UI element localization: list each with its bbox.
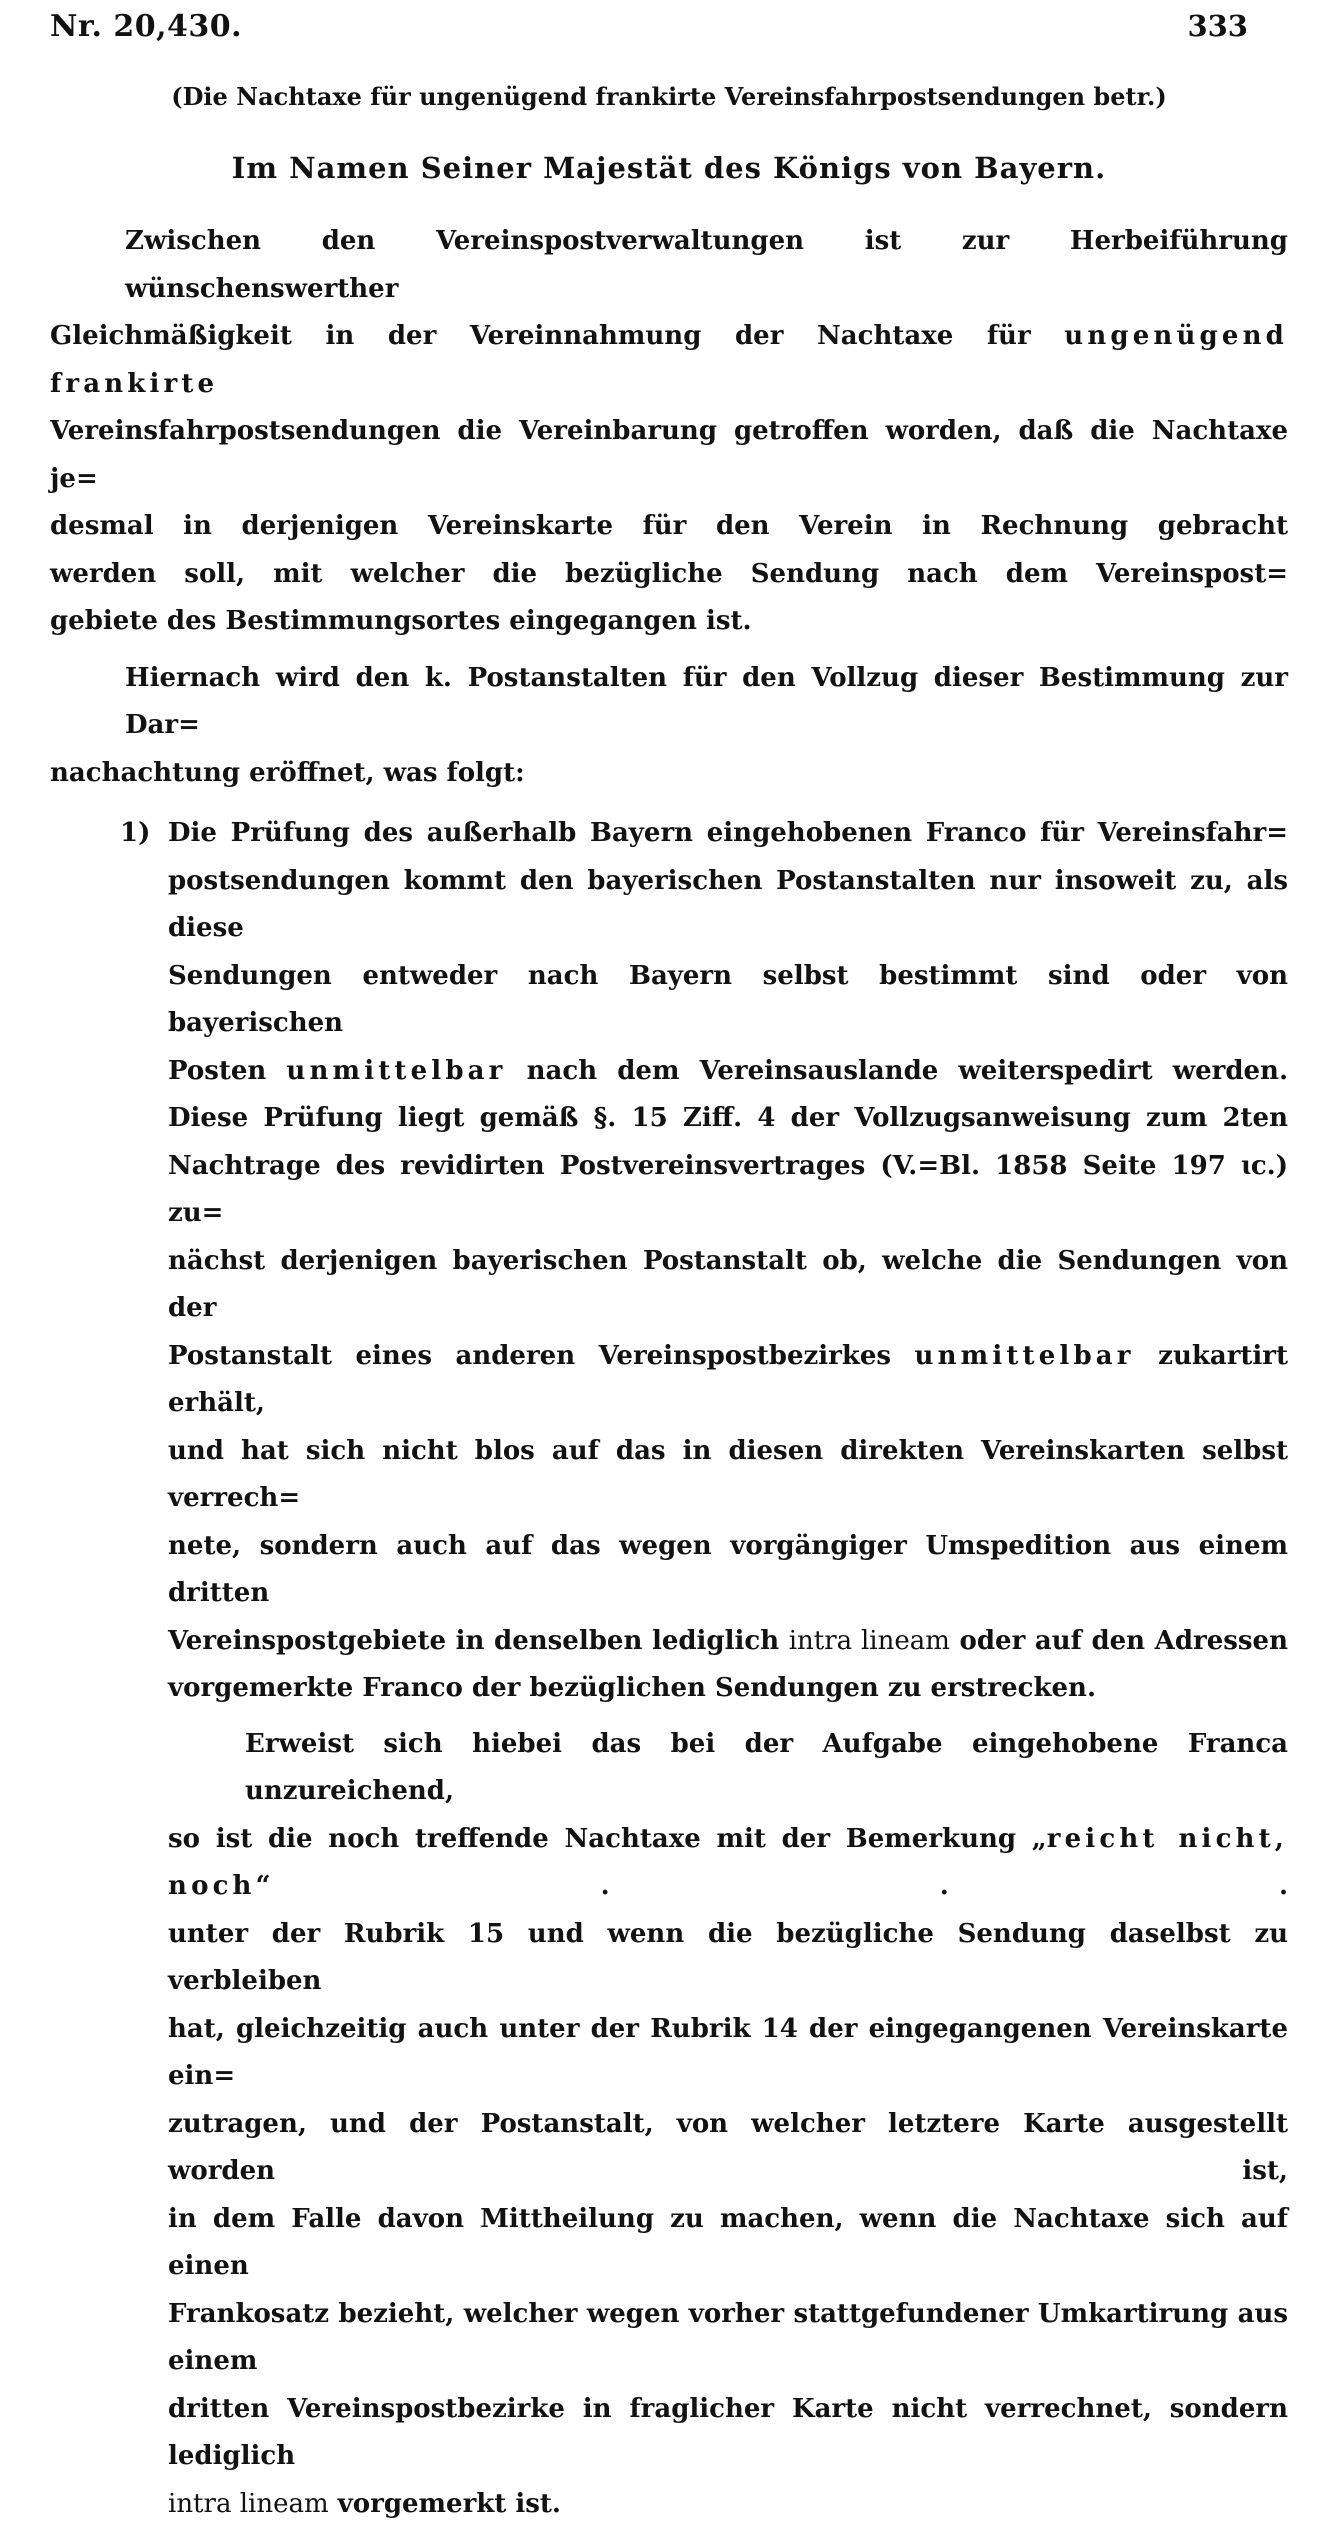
paragraph-intro bbox=[50, 218, 1288, 646]
royal-title: Im Namen Seiner Majestät des Königs von Bayern. bbox=[50, 151, 1288, 186]
text-segment: werden soll, mit welcher die bezügliche Sendung nach dem Vereinspost= bbox=[50, 559, 1288, 589]
text-segment: nächst derjenigen bayerischen Postanstalt ob, welche die Sendungen von der bbox=[168, 1246, 1288, 1324]
text-line bbox=[50, 750, 1288, 798]
text-line bbox=[168, 810, 1288, 858]
text-line bbox=[168, 2386, 1288, 2481]
emphasized-text: unmittelbar bbox=[286, 1056, 506, 1086]
text-line bbox=[168, 1618, 1288, 1666]
document-number: Nr. 20,430. bbox=[50, 8, 242, 45]
text-segment: Vereinspostgebiete in denselben lediglich bbox=[168, 1626, 789, 1656]
text-line bbox=[50, 408, 1288, 503]
text-line bbox=[168, 2196, 1288, 2291]
text-segment: Erweist sich hiebei das bei der Aufgabe eingehobene Franca unzureichend, bbox=[245, 1729, 1288, 1807]
text-line bbox=[50, 655, 1288, 750]
text-line bbox=[168, 858, 1288, 953]
text-segment: Posten bbox=[168, 1056, 286, 1086]
text-segment: zutragen, und der Postanstalt, von welcher letztere Karte ausgestellt worden ist, bbox=[168, 2109, 1288, 2187]
text-segment: Frankosatz bezieht, welcher wegen vorher stattgefundener Umkartirung aus einem bbox=[168, 2299, 1288, 2377]
text-segment: Die Prüfung des außerhalb Bayern eingehobenen Franco für Vereinsfahr= bbox=[168, 818, 1288, 848]
text-line bbox=[50, 551, 1288, 599]
text-line bbox=[168, 2481, 1288, 2528]
text-line bbox=[168, 2006, 1288, 2101]
text-segment: “ . . . bbox=[256, 1871, 1288, 1901]
text-segment: so ist die noch treffende Nachtaxe mit der Bemerkung „ bbox=[168, 1824, 1047, 1854]
emphasized-text: unmittelbar bbox=[915, 1341, 1135, 1371]
text-line bbox=[168, 1665, 1288, 1713]
text-segment: Postanstalt eines anderen Vereinspostbezirkes bbox=[168, 1341, 915, 1371]
text-line bbox=[168, 2101, 1288, 2196]
latin-phrase: intra lineam bbox=[789, 1626, 950, 1656]
emphasized-text: reicht nicht, noch bbox=[168, 1824, 1288, 1902]
text-line bbox=[168, 1721, 1288, 1816]
text-segment: unter der Rubrik 15 und wenn die bezügliche Sendung daselbst zu verbleiben bbox=[168, 1919, 1288, 1997]
text-segment: Zwischen den Vereinspostverwaltungen ist zur Herbeiführung wünschenswerther bbox=[125, 226, 1288, 304]
text-segment: Vereinsfahrpostsendungen die Vereinbarung getroffen worden, daß die Nachtaxe je= bbox=[50, 416, 1288, 494]
text-line bbox=[168, 1333, 1288, 1428]
text-segment: zukartirt erhält, bbox=[168, 1341, 1288, 1419]
text-segment: gebiete des Bestimmungsortes eingegangen ist. bbox=[50, 606, 752, 636]
text-segment: oder auf den Adressen bbox=[950, 1626, 1288, 1656]
text-line bbox=[168, 1911, 1288, 2006]
text-line bbox=[168, 1816, 1288, 1911]
paragraph-directive bbox=[50, 655, 1288, 798]
text-segment: Sendungen entweder nach Bayern selbst bestimmt sind oder von bayerischen bbox=[168, 961, 1288, 1039]
text-line bbox=[168, 2291, 1288, 2386]
text-line bbox=[50, 313, 1288, 408]
text-line bbox=[50, 598, 1288, 646]
text-line bbox=[50, 503, 1288, 551]
text-segment: nach dem Vereinsauslande weiterspedirt werden. bbox=[507, 1056, 1288, 1086]
list-marker: 1) bbox=[120, 810, 150, 858]
text-segment: desmal in derjenigen Vereinskarte für den Verein in Rechnung gebracht bbox=[50, 511, 1288, 541]
emphasized-text: ungenügend frankirte bbox=[50, 321, 1288, 399]
text-line bbox=[50, 218, 1288, 313]
text-line bbox=[168, 953, 1288, 1048]
text-segment: vorgemerkte Franco der bezüglichen Sendungen zu erstrecken. bbox=[168, 1673, 1096, 1703]
page-number: 333 bbox=[1187, 8, 1248, 45]
page-header bbox=[50, 8, 1288, 45]
text-segment: Hiernach wird den k. Postanstalten für den Vollzug dieser Bestimmung zur Dar= bbox=[125, 663, 1288, 741]
text-segment: vorgemerkt ist. bbox=[329, 2489, 561, 2519]
text-line bbox=[168, 1095, 1288, 1143]
text-line bbox=[168, 1523, 1288, 1618]
text-line bbox=[168, 1238, 1288, 1333]
text-segment: und hat sich nicht blos auf das in diesen direkten Vereinskarten selbst verrech= bbox=[168, 1436, 1288, 1514]
text-segment: nete, sondern auch auf das wegen vorgängiger Umspedition aus einem dritten bbox=[168, 1531, 1288, 1609]
latin-phrase: intra lineam bbox=[168, 2489, 329, 2519]
text-line bbox=[168, 1428, 1288, 1523]
list-item-1 bbox=[50, 810, 1288, 1713]
text-segment: in dem Falle davon Mittheilung zu machen, wenn die Nachtaxe sich auf einen bbox=[168, 2204, 1288, 2282]
subject-line: (Die Nachtaxe für ungenügend frankirte Vereinsfahrpostsendungen betr.) bbox=[50, 82, 1288, 112]
text-segment: Nachtrage des revidirten Postvereinsvertrages (V.=Bl. 1858 Seite 197 ɩc.) zu= bbox=[168, 1151, 1288, 1229]
text-segment: nachachtung eröffnet, was folgt: bbox=[50, 758, 525, 788]
text-segment: Gleichmäßigkeit in der Vereinnahmung der Nachtaxe für bbox=[50, 321, 1064, 351]
text-line bbox=[168, 1143, 1288, 1238]
sub-paragraph bbox=[50, 1721, 1288, 2528]
text-segment: postsendungen kommt den bayerischen Postanstalten nur insoweit zu, als diese bbox=[168, 866, 1288, 944]
text-segment: Diese Prüfung liegt gemäß §. 15 Ziff. 4 der Vollzugsanweisung zum 2ten bbox=[168, 1103, 1288, 1133]
text-segment: dritten Vereinspostbezirke in fraglicher Karte nicht verrechnet, sondern lediglich bbox=[168, 2394, 1288, 2472]
text-segment: hat, gleichzeitig auch unter der Rubrik 14 der eingegangenen Vereinskarte ein= bbox=[168, 2014, 1288, 2092]
text-line bbox=[168, 1048, 1288, 1096]
